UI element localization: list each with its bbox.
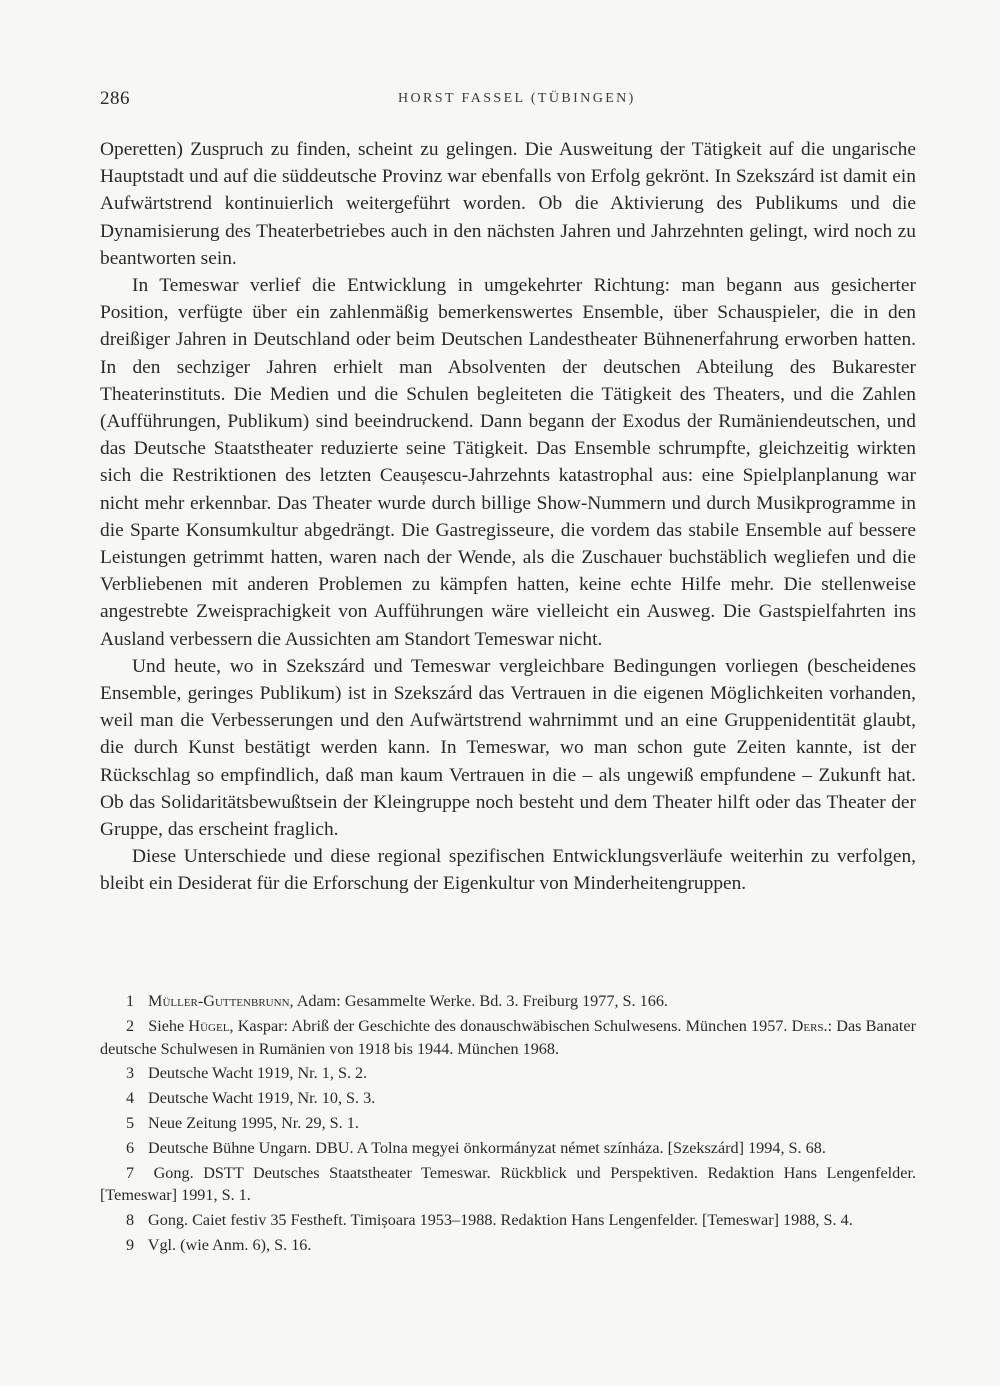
body-text <box>100 136 916 898</box>
paragraph: Operetten) Zuspruch zu finden, scheint zu gelingen. Die Ausweitung der Tätigkeit auf die ungarische Hauptstadt und auf die süddeutsche Provinz war ebenfalls von Erfolg gekrönt. In Szekszárd ist damit ein Aufwärtstrend kontinuierlich weitergeführt worden. Ob die Aktivierung des Publikums und die Dynamisierung des Theaterbetriebes auch in den nächsten Jahren und Jahrzehnten gelingt, wird noch zu beantworten sein. <box>100 139 916 269</box>
footnote-text: : Das Banater deutsche Schulwesen in Rumänien von 1918 bis 1944. München 1968. <box>100 1016 917 1058</box>
footnote-text: Vgl. (wie Anm. 6), S. 16. <box>147 1235 312 1254</box>
footnote <box>100 1209 916 1232</box>
paragraph: Und heute, wo in Szekszárd und Temeswar vergleichbare Bedingungen vorliegen (bescheidenes Ensemble, geringes Publikum) ist in Szekszárd das Vertrauen in die eigenen Möglichkeiten vorhanden, weil man die Verbesserungen und den Aufwärtstrend wahrnimmt und an eine Gruppenidentität glaubt, die durch Kunst bestätigt werden kann. In Temeswar, wo man schon gute Zeiten kannte, ist der Rückschlag so empfindlich, daß man kaum Vertrauen in die – als ungewiß empfundene – Zukunft hat. Ob das Solidaritätsbewußtsein der Kleingruppe noch besteht und dem Theater hilft oder das Theater der Gruppe, das erscheint fraglich. <box>100 655 916 841</box>
footnote <box>100 1015 916 1061</box>
footnote-number: 6 <box>126 1138 135 1157</box>
footnote <box>100 1137 916 1160</box>
footnote-text: Deutsche Wacht 1919, Nr. 10, S. 3. <box>148 1089 376 1108</box>
footnote-text: Deutsche Bühne Ungarn. DBU. A Tolna megyei önkormányzat német színháza. [Szekszárd] 1994, S. 68. <box>148 1138 826 1157</box>
footnote-number: 8 <box>126 1211 135 1230</box>
footnotes <box>100 990 916 1259</box>
footnote-number: 5 <box>126 1113 135 1132</box>
footnote <box>100 1234 916 1257</box>
footnote <box>100 1087 916 1110</box>
footnote-text: Gong. Caiet festiv 35 Festheft. Timișoara 1953–1988. Redaktion Hans Lengenfelder. [Temeswar] 1988, S. 4. <box>148 1211 853 1230</box>
footnote-number: 2 <box>126 1016 135 1035</box>
footnote-text: Gong. DSTT Deutsches Staatstheater Temeswar. Rückblick und Perspektiven. Redaktion Hans Lengenfelder. [Temeswar] 1991, S. 1. <box>100 1163 916 1205</box>
footnote-number: 1 <box>126 992 135 1010</box>
footnote <box>100 1162 916 1208</box>
running-head: HORST FASSEL (TÜBINGEN) <box>398 91 636 106</box>
footnote-number: 3 <box>126 1064 135 1083</box>
footnote-author: Müller-Guttenbrunn <box>148 992 290 1010</box>
paragraph: Diese Unterschiede und diese regional spezifischen Entwicklungsverläufe weiterhin zu verfolgen, bleibt ein Desiderat für die Erforschung der Eigenkultur von Minderheitengruppen. <box>100 846 916 895</box>
footnote <box>100 1062 916 1085</box>
footnote-number: 4 <box>126 1089 135 1108</box>
footnote-number: 9 <box>126 1235 135 1254</box>
footnote-text: Siehe <box>148 1016 189 1035</box>
footnote <box>100 990 916 1013</box>
footnote <box>100 1112 916 1135</box>
paragraph: In Temeswar verlief die Entwicklung in umgekehrter Richtung: man begann aus gesicherter Position, verfügte über ein zahlenmäßig bemerkenswertes Ensemble, über Schauspieler, die in den dreißiger Jahren in Deutschland oder beim Deutschen Landestheater Bühnenerfahrung erworben hatten. In den sechziger Jahren erhielt man Absolventen der deutschen Abteilung des Bukarester Theaterinstituts. Die Medien und die Schulen begleiteten die Tätigkeit des Theaters, und die Zahlen (Aufführungen, Publikum) sind beeindruckend. Dann begann der Exodus der Rumäniendeutschen, und das Deutsche Staatstheater reduzierte seine Tätigkeit. Das Ensemble schrumpfte, gleichzeitig wirkten sich die Restriktionen des letzten Ceaușescu-Jahrzehnts katastrophal aus: eine Spielplanplanung war nicht mehr erkennbar. Das Theater wurde durch billige Show-Nummern und durch Musikprogramme in die Sparte Konsumkultur abgedrängt. Die Gastregisseure, die vordem das stabile Ensemble auf bessere Leistungen getrimmt hatten, waren nach der Wende, als die Zuschauer buchstäblich wegliefen und die Verbliebenen mit anderen Problemen zu kämpfen hatten, keine echte Hilfe mehr. Die stellenweise angestrebte Zweisprachigkeit von Aufführungen wäre vielleicht ein Ausweg. Die Gastspielfahrten ins Ausland verbessern die Aussichten am Standort Temeswar nicht. <box>100 275 916 650</box>
footnote-number: 7 <box>126 1163 135 1182</box>
page-number: 286 <box>100 88 130 109</box>
footnote-text: Deutsche Wacht 1919, Nr. 1, S. 2. <box>148 1064 368 1083</box>
footnote-author: Hügel <box>188 1016 230 1035</box>
footnote-text: Neue Zeitung 1995, Nr. 29, S. 1. <box>148 1113 359 1132</box>
footnote-author: Ders. <box>791 1016 828 1035</box>
footnote-text: , Kaspar: Abriß der Geschichte des donauschwäbischen Schulwesens. München 1957. <box>229 1016 792 1035</box>
footnote-text: , Adam: Gesammelte Werke. Bd. 3. Freiburg 1977, S. 166. <box>289 992 668 1010</box>
